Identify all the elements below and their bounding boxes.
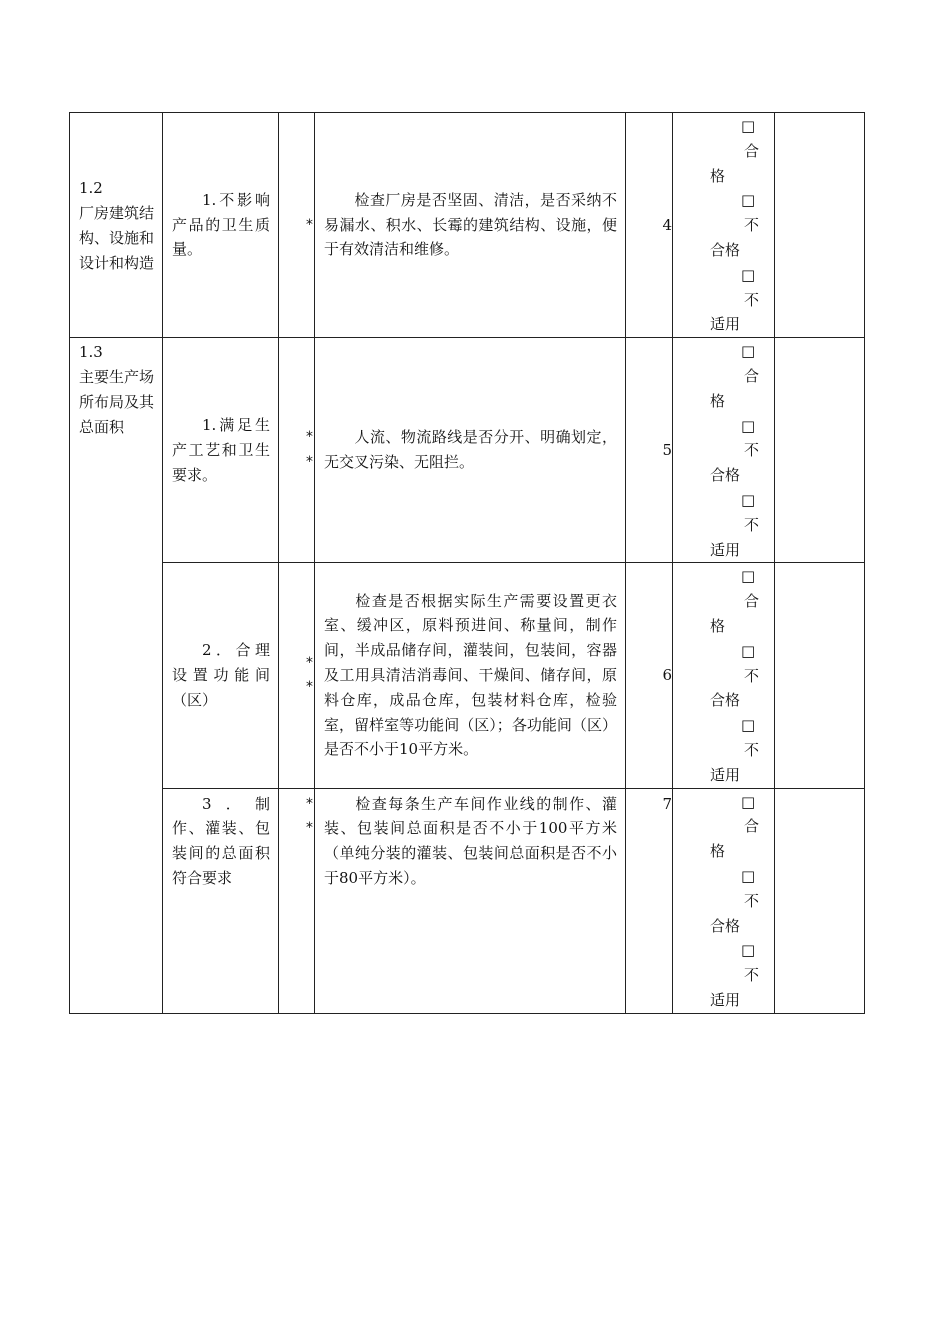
remarks-cell <box>775 563 865 788</box>
category-number: 1.3 <box>79 343 103 362</box>
item-text: 1.满足生产工艺和卫生要求。 <box>172 416 270 484</box>
fail-checkbox[interactable]: □ <box>741 866 756 885</box>
key-mark: * <box>305 216 314 233</box>
key-mark-cell <box>279 563 315 788</box>
table-row <box>70 563 865 788</box>
inspection-table <box>69 112 865 1014</box>
item-text: 3．制作、灌装、包装间的总面积符合要求 <box>172 794 270 887</box>
pass-checkbox[interactable]: □ <box>741 117 756 135</box>
na-label-2: 适用 <box>710 315 741 334</box>
pass-label-1: 合 <box>744 141 760 160</box>
fail-label-1: 不 <box>744 216 760 235</box>
remarks-cell <box>775 113 865 338</box>
key-mark-cell <box>279 113 315 338</box>
key-mark: * <box>305 820 314 837</box>
na-label-1: 不 <box>744 290 760 309</box>
key-mark: * <box>305 654 314 671</box>
pass-label-2: 格 <box>710 616 726 635</box>
item-number: 4 <box>662 215 672 234</box>
key-mark: * <box>305 454 314 471</box>
na-label-2: 适用 <box>710 990 741 1009</box>
result-cell <box>673 563 775 788</box>
item-cell <box>163 338 279 563</box>
item-number: 6 <box>662 666 672 685</box>
na-checkbox[interactable]: □ <box>741 941 756 960</box>
fail-label-2: 合格 <box>710 466 741 485</box>
key-mark-cell <box>279 788 315 1013</box>
result-cell <box>673 788 775 1013</box>
fail-label-1: 不 <box>744 441 760 460</box>
item-number: 5 <box>662 440 672 459</box>
fail-label-2: 合格 <box>710 916 741 935</box>
description-cell <box>315 563 626 788</box>
table-row <box>70 113 865 338</box>
na-label-1: 不 <box>744 966 760 985</box>
na-label-1: 不 <box>744 740 760 759</box>
na-label-2: 适用 <box>710 540 741 559</box>
na-checkbox[interactable]: □ <box>741 265 756 284</box>
item-number-cell <box>626 563 673 788</box>
na-label-1: 不 <box>744 515 760 534</box>
na-checkbox[interactable]: □ <box>741 490 756 509</box>
fail-checkbox[interactable]: □ <box>741 416 756 435</box>
pass-label-2: 格 <box>710 842 726 861</box>
category-cell <box>70 338 163 1014</box>
item-cell <box>163 113 279 338</box>
item-cell <box>163 788 279 1013</box>
description-cell <box>315 338 626 563</box>
item-number-cell <box>626 788 673 1013</box>
key-mark: * <box>305 429 314 446</box>
result-cell <box>673 113 775 338</box>
table-row <box>70 338 865 563</box>
key-mark-cell <box>279 338 315 563</box>
item-text: 1.不影响产品的卫生质量。 <box>172 190 270 259</box>
result-cell <box>673 338 775 563</box>
fail-label-2: 合格 <box>710 240 741 259</box>
item-text: 2．合理设置功能间（区） <box>172 641 270 709</box>
remarks-cell <box>775 788 865 1013</box>
fail-label-1: 不 <box>744 891 760 910</box>
pass-label-1: 合 <box>744 592 760 611</box>
category-number: 1.2 <box>79 179 103 198</box>
fail-label-1: 不 <box>744 666 760 685</box>
pass-label-2: 格 <box>710 391 726 410</box>
pass-checkbox[interactable]: □ <box>741 792 756 811</box>
category-text: 厂房建筑结构、设施和设计和构造 <box>79 204 155 272</box>
fail-checkbox[interactable]: □ <box>741 191 756 210</box>
item-number: 7 <box>662 794 672 813</box>
item-number-cell <box>626 338 673 563</box>
category-text: 主要生产场所布局及其总面积 <box>79 367 155 436</box>
pass-label-2: 格 <box>710 166 726 185</box>
fail-label-2: 合格 <box>710 691 741 710</box>
na-label-2: 适用 <box>710 765 741 784</box>
na-checkbox[interactable]: □ <box>741 716 756 735</box>
description-cell <box>315 113 626 338</box>
table-row <box>70 788 865 1013</box>
pass-label-1: 合 <box>744 817 760 836</box>
description-text: 人流、物流路线是否分开、明确划定，无交叉污染、无阻拦。 <box>324 428 617 472</box>
description-text: 检查厂房是否坚固、清洁，是否采纳不易漏水、积水、长霉的建筑结构、设施，便于有效清洁和维修。 <box>324 190 617 259</box>
description-text: 检查每条生产车间作业线的制作、灌装、包装间总面积是否不小于100平方米（单纯分装的灌装、包装间总面积是否不小于80平方米）。 <box>324 794 617 887</box>
key-mark: * <box>305 795 314 812</box>
category-cell <box>70 113 163 338</box>
description-text: 检查是否根据实际生产需要设置更衣室、缓冲区，原料预进间、称量间，制作间，半成品储存间，灌装间，包装间，容器及工用具清洁消毒间、干燥间、储存间，原料仓库，成品仓库，包装材料仓库，检验室，留样室等功能间（区）；各功能间（区）是否不小于10平方米。 <box>324 591 617 759</box>
item-number-cell <box>626 113 673 338</box>
description-cell <box>315 788 626 1013</box>
pass-label-1: 合 <box>744 366 760 385</box>
pass-checkbox[interactable]: □ <box>741 567 756 586</box>
item-cell <box>163 563 279 788</box>
pass-checkbox[interactable]: □ <box>741 342 756 361</box>
fail-checkbox[interactable]: □ <box>741 641 756 660</box>
remarks-cell <box>775 338 865 563</box>
key-mark: * <box>305 679 314 696</box>
